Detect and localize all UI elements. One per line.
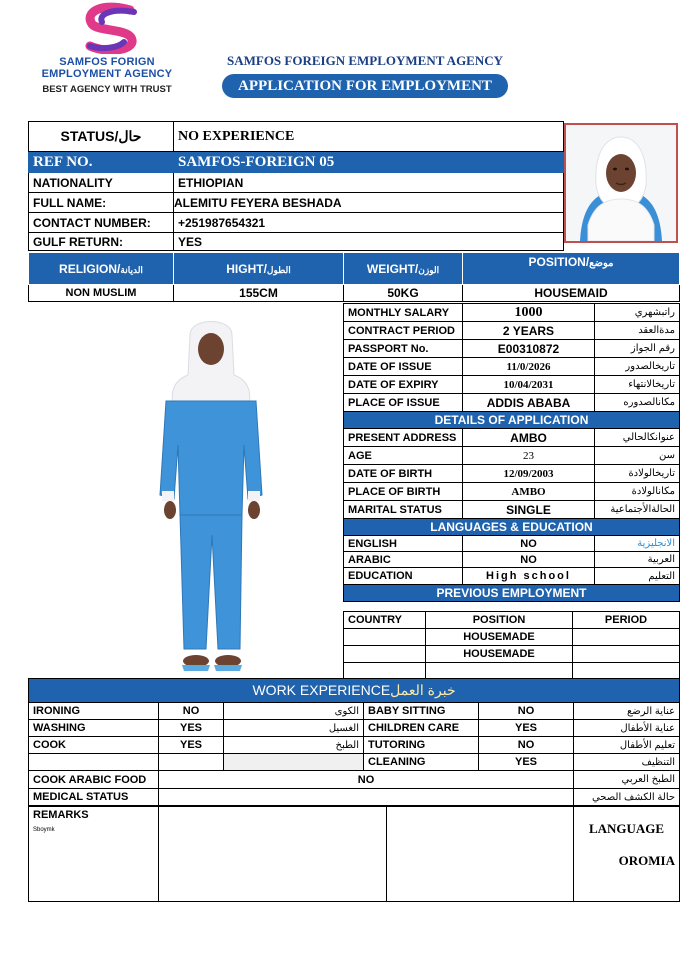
english-label: ENGLISH: [344, 536, 463, 552]
tutoring-value: NO: [479, 737, 574, 754]
medical-status-label: MEDICAL STATUS: [29, 789, 159, 806]
issue-date-value: 11/0/2026: [463, 358, 595, 376]
gulf-return-value: YES: [174, 233, 564, 251]
cleaning-label: CLEANING: [364, 754, 479, 771]
place-of-issue-value: ADDIS ABABA: [463, 394, 595, 412]
baby-sitting-ar: عناية الرضع: [574, 703, 680, 720]
address-value: AMBO: [463, 429, 595, 447]
logo-tagline: BEST AGENCY WITH TRUST: [42, 84, 172, 95]
address-ar: عنوانكالحالي: [595, 429, 680, 447]
religion-header-ar: الديانة: [120, 264, 143, 275]
col-position: POSITION: [426, 612, 573, 629]
work-experience-table: [28, 678, 680, 806]
attributes-table: [28, 252, 680, 302]
remarks-cell: [29, 807, 159, 902]
marital-value: SINGLE: [463, 501, 595, 519]
height-value: 155CM: [174, 285, 344, 302]
contact-value: +251987654321: [174, 213, 564, 233]
expiry-date-value: 10/04/2031: [463, 376, 595, 394]
medical-status-value: [159, 789, 574, 806]
status-value: NO EXPERIENCE: [174, 122, 564, 152]
marital-label: MARITAL STATUS: [344, 501, 463, 519]
prev-country-3: [344, 663, 426, 680]
height-header: [174, 253, 344, 285]
washing-ar: الغسيل: [224, 720, 364, 737]
ironing-ar: الكوى: [224, 703, 364, 720]
washing-value: YES: [159, 720, 224, 737]
expiry-date-label: DATE OF EXPIRY: [344, 376, 463, 394]
cleaning-value: YES: [479, 754, 574, 771]
full-body-photo: [150, 315, 272, 680]
status-label: STATUS/حال: [29, 122, 174, 152]
arabic-value: NO: [463, 552, 595, 568]
prev-position-3: [426, 663, 573, 680]
prev-period-3: [573, 663, 680, 680]
ref-label: REF NO.: [29, 152, 174, 173]
cook-ar: الطبخ: [224, 737, 364, 754]
cleaning-ar: التنظيف: [574, 754, 680, 771]
col-country: COUNTRY: [344, 612, 426, 629]
cook-arabic-ar: الطبخ العربي: [574, 771, 680, 789]
fullname-value: ALEMITU FEYERA BESHADA: [174, 193, 564, 213]
contract-period-label: CONTRACT PERIOD: [344, 322, 463, 340]
education-label: EDUCATION: [344, 568, 463, 585]
contact-label: CONTACT NUMBER:: [29, 213, 174, 233]
position-value: HOUSEMAID: [463, 285, 680, 302]
weight-header: [344, 253, 463, 285]
prev-period-2: [573, 646, 680, 663]
language-value: OROMIA: [618, 853, 675, 868]
arabic-ar: العربية: [595, 552, 680, 568]
english-ar: الانجليزية: [595, 536, 680, 552]
religion-header: [29, 253, 174, 285]
previous-employment-title: PREVIOUS EMPLOYMENT: [344, 585, 680, 602]
religion-header-label: RELIGION/: [59, 261, 121, 276]
education-ar: التعليم: [595, 568, 680, 585]
previous-employment-table: [343, 611, 680, 680]
position-header-label: POSITION/: [528, 255, 590, 269]
remarks-table: [28, 806, 680, 902]
contract-table: [343, 303, 680, 602]
status-table: [28, 121, 564, 251]
language-label: LANGUAGE: [588, 821, 665, 836]
place-of-issue-label: PLACE OF ISSUE: [344, 394, 463, 412]
pob-value: AMBO: [463, 483, 595, 501]
ref-value: SAMFOS-FOREIGN 05: [174, 152, 564, 173]
banner-text: APPLICATION FOR EMPLOYMENT: [238, 78, 492, 94]
cook-label: COOK: [29, 737, 159, 754]
children-care-ar: عناية الأطفال: [574, 720, 680, 737]
logo-s-mark-icon: [72, 2, 152, 54]
work-title-en: WORK EXPERIENCE: [252, 682, 391, 698]
work-title-ar: خبرة العمل: [390, 682, 456, 698]
pob-label: PLACE OF BIRTH: [344, 483, 463, 501]
remarks-note: Sboymk: [33, 827, 55, 833]
passport-photo: [564, 123, 678, 243]
weight-value: 50KG: [344, 285, 463, 302]
logo-line-1: SAMFOS FORIGN: [59, 56, 155, 68]
expiry-date-ar: تاريخالانتهاء: [595, 376, 680, 394]
contract-period-value: 2 YEARS: [463, 322, 595, 340]
languages-title: LANGUAGES & EDUCATION: [344, 519, 680, 536]
remarks-blank-1: [159, 807, 387, 902]
washing-label: WASHING: [29, 720, 159, 737]
nationality-value: ETHIOPIAN: [174, 173, 564, 193]
dob-label: DATE OF BIRTH: [344, 465, 463, 483]
weight-header-label: WEIGHT/: [366, 261, 419, 276]
tutoring-label: TUTORING: [364, 737, 479, 754]
position-header: [463, 253, 680, 285]
remarks-label: REMARKS: [33, 809, 89, 821]
baby-sitting-value: NO: [479, 703, 574, 720]
prev-country-1: [344, 629, 426, 646]
marital-ar: الحالةالأجتماعية: [595, 501, 680, 519]
empty-skill-ar: [224, 754, 364, 771]
issue-date-ar: تاريخالصدور: [595, 358, 680, 376]
prev-country-2: [344, 646, 426, 663]
work-experience-title: [29, 679, 680, 703]
english-value: NO: [463, 536, 595, 552]
religion-value: NON MUSLIM: [29, 285, 174, 302]
height-header-ar: الطول: [266, 264, 291, 275]
cook-arabic-label: COOK ARABIC FOOD: [29, 771, 159, 789]
application-banner: [222, 74, 508, 98]
prev-position-1: HOUSEMADE: [426, 629, 573, 646]
passport-ar: رقم الجواز: [595, 340, 680, 358]
standing-person-photo-icon: [150, 315, 272, 680]
empty-skill-value: [159, 754, 224, 771]
empty-skill-label: [29, 754, 159, 771]
tutoring-ar: تعليم الأطفال: [574, 737, 680, 754]
remarks-blank-2: [387, 807, 574, 902]
arabic-label: ARABIC: [344, 552, 463, 568]
nationality-label: NATIONALITY: [29, 173, 174, 193]
prev-position-2: HOUSEMADE: [426, 646, 573, 663]
passport-label: PASSPORT No.: [344, 340, 463, 358]
baby-sitting-label: BABY SITTING: [364, 703, 479, 720]
salary-value: 1000: [463, 304, 595, 322]
dob-value: 12/09/2003: [463, 465, 595, 483]
contract-period-ar: مدةالعقد: [595, 322, 680, 340]
education-value: High school: [463, 568, 595, 585]
dob-ar: تاريخالولادة: [595, 465, 680, 483]
salary-ar: راتبشهري: [595, 304, 680, 322]
agency-logo: [22, 2, 192, 98]
gulf-return-label: GULF RETURN:: [29, 233, 174, 251]
fullname-label: FULL NAME:: [29, 193, 174, 213]
children-care-value: YES: [479, 720, 574, 737]
cook-value: YES: [159, 737, 224, 754]
ironing-label: IRONING: [29, 703, 159, 720]
details-title: DETAILS OF APPLICATION: [344, 412, 680, 429]
salary-label: MONTHLY SALARY: [344, 304, 463, 322]
age-label: AGE: [344, 447, 463, 465]
height-header-label: HIGHT/: [226, 261, 267, 276]
position-header-ar: موضع: [589, 258, 614, 269]
agency-name: SAMFOS FOREIGN EMPLOYMENT AGENCY: [226, 53, 504, 68]
weight-header-ar: الوزن: [418, 264, 440, 275]
age-value: 23: [463, 447, 595, 465]
passport-value: E00310872: [463, 340, 595, 358]
language-cell: [574, 807, 680, 902]
age-ar: سن: [595, 447, 680, 465]
portrait-photo-icon: [566, 125, 676, 241]
col-period: PERIOD: [573, 612, 680, 629]
medical-status-ar: حالة الكشف الصحي: [574, 789, 680, 806]
logo-line-2: EMPLOYMENT AGENCY: [41, 68, 173, 80]
prev-period-1: [573, 629, 680, 646]
pob-ar: مكانالولادة: [595, 483, 680, 501]
place-of-issue-ar: مكانالصدوره: [595, 394, 680, 412]
issue-date-label: DATE OF ISSUE: [344, 358, 463, 376]
children-care-label: CHILDREN CARE: [364, 720, 479, 737]
address-label: PRESENT ADDRESS: [344, 429, 463, 447]
ironing-value: NO: [159, 703, 224, 720]
cook-arabic-value: NO: [159, 771, 574, 789]
